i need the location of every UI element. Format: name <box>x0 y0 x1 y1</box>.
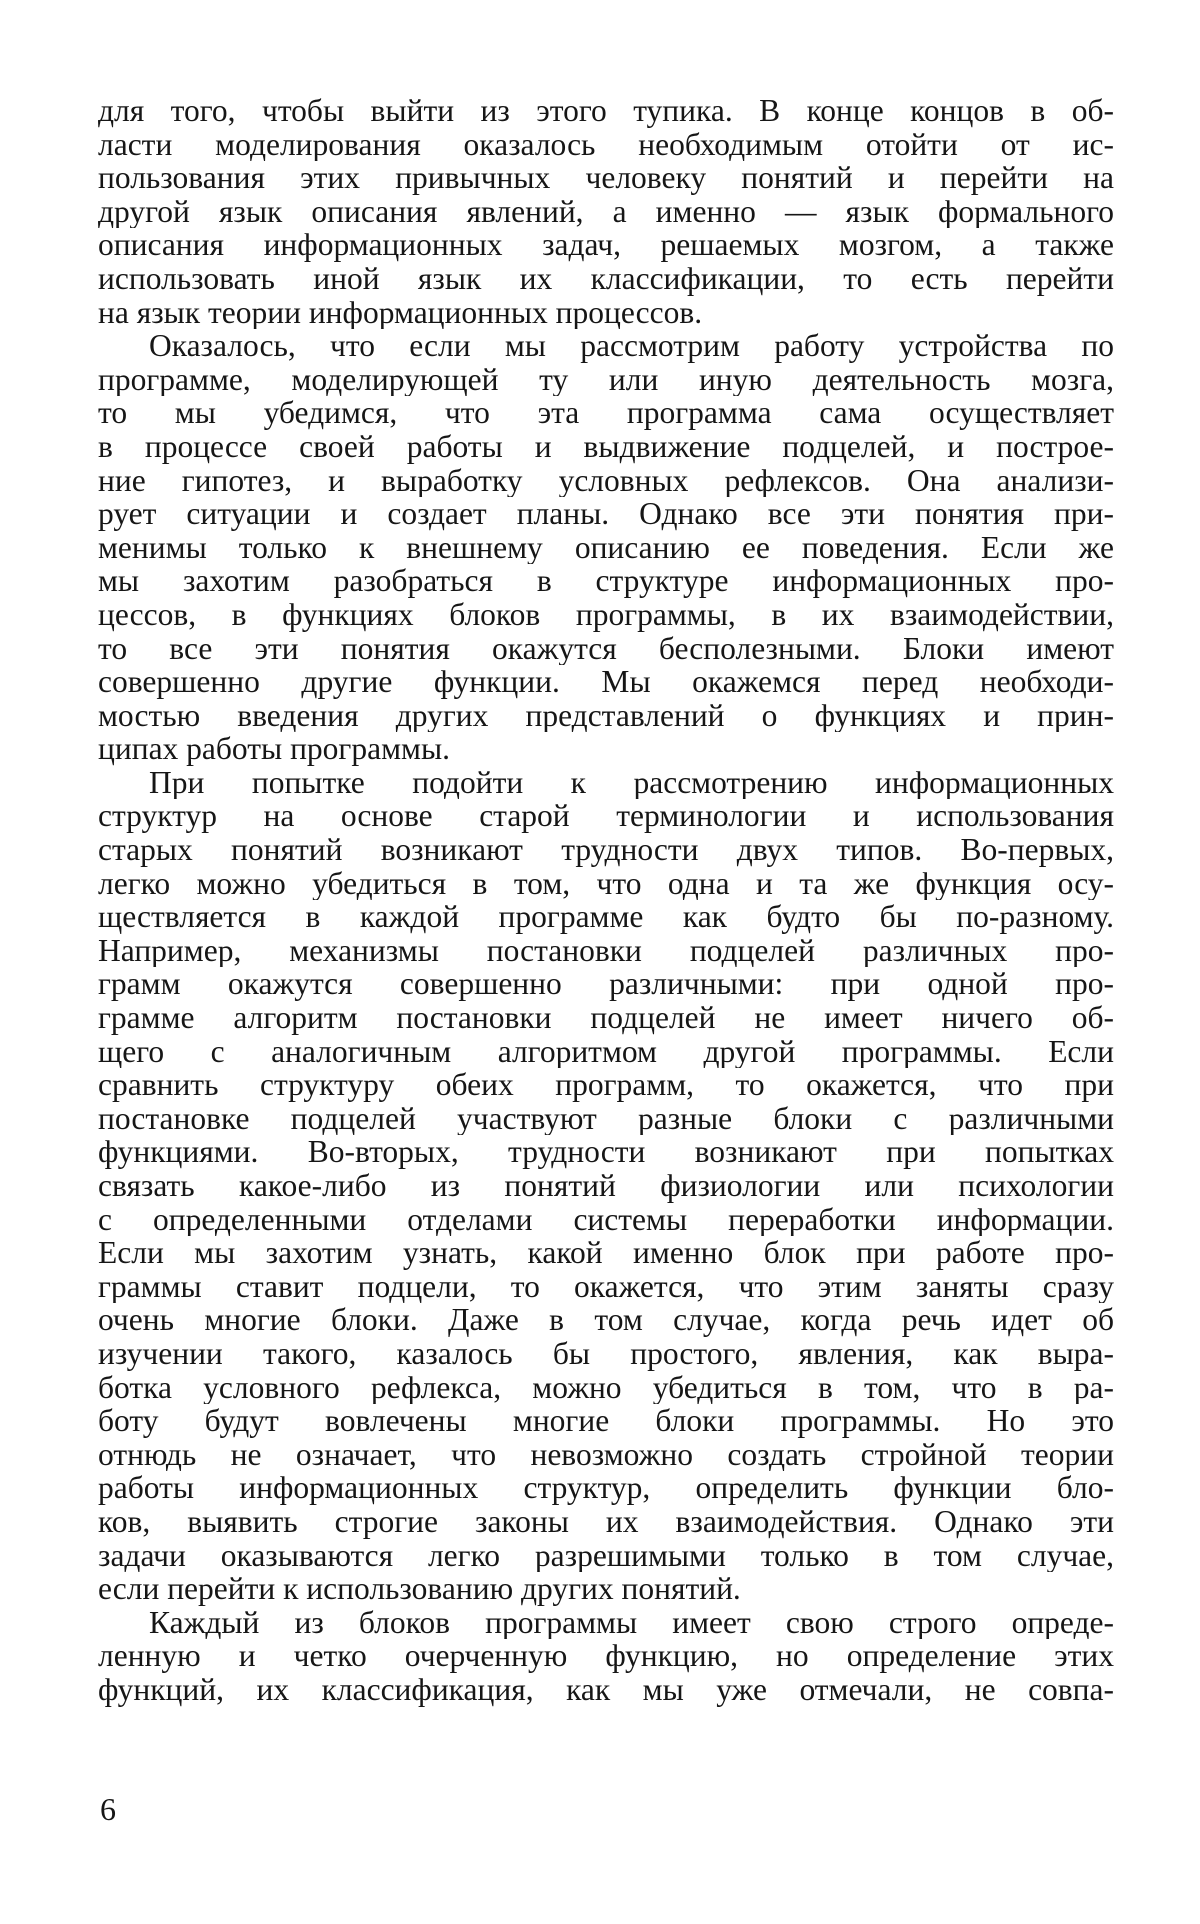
text-line: ществляется в каждой программе как будто бы по-разному. <box>98 900 1114 934</box>
text-line: Оказалось, что если мы рассмотрим работу устройства по <box>149 329 1114 363</box>
text-line: грамм окажутся совершенно различными: при одной про- <box>98 967 1114 1002</box>
text-line: Например, механизмы постановки подцелей различных про- <box>98 933 1114 968</box>
text-line: ципах работы программы. <box>98 732 450 766</box>
text-line: совершенно другие функции. Мы окажемся перед необходи- <box>98 665 1114 699</box>
text-line: мостью введения других представлений о функциях и прин- <box>98 698 1114 733</box>
text-line: задачи оказываются легко разрешимыми только в том случае, <box>98 1538 1114 1573</box>
text-line: сравнить структуру обеих программ, то окажется, что при <box>98 1068 1114 1102</box>
page-number: 6 <box>100 1791 116 1827</box>
text-line: ленную и четко очерченную функцию, но определение этих <box>98 1639 1114 1673</box>
text-line: то все эти понятия окажутся бесполезными. Блоки имеют <box>98 631 1114 666</box>
text-line: легко можно убедиться в том, что одна и та же функция осу- <box>98 866 1114 901</box>
text-line: очень многие блоки. Даже в том случае, когда речь идет об <box>98 1303 1114 1337</box>
paragraph <box>98 329 1114 766</box>
text-line: описания информационных задач, решаемых мозгом, а также <box>98 228 1114 262</box>
text-line: постановке подцелей участвуют разные блоки с различными <box>98 1101 1114 1136</box>
text-line: если перейти к использованию других понятий. <box>98 1572 741 1606</box>
text-line: мы захотим разобраться в структуре информационных про- <box>98 564 1114 598</box>
text-line: в процессе своей работы и выдвижение подцелей, и построе- <box>98 429 1114 464</box>
text-line: ласти моделирования оказалось необходимым отойти от ис- <box>98 127 1114 162</box>
text-line: ков, выявить строгие законы их взаимодействия. Однако эти <box>98 1504 1114 1539</box>
text-line: работы информационных структур, определить функции бло- <box>98 1471 1114 1505</box>
text-line: При попытке подойти к рассмотрению информационных <box>149 765 1114 800</box>
text-line: ботка условного рефлекса, можно убедиться в том, что в ра- <box>98 1370 1114 1405</box>
text-line: менимы только к внешнему описанию ее поведения. Если же <box>98 530 1114 565</box>
text-line: отнюдь не означает, что невозможно создать стройной теории <box>98 1437 1114 1472</box>
paragraph <box>98 94 1114 329</box>
text-line: рует ситуации и создает планы. Однако все эти понятия при- <box>98 497 1114 531</box>
text-line: для того, чтобы выйти из этого тупика. В конце концов в об- <box>98 94 1114 128</box>
text-line: Каждый из блоков программы имеет свою строго опреде- <box>149 1605 1114 1640</box>
text-line: пользования этих привычных человеку понятий и перейти на <box>98 161 1114 195</box>
text-line: граммы ставит подцели, то окажется, что этим заняты сразу <box>98 1269 1114 1304</box>
paragraph <box>98 1606 1114 1707</box>
text-line: Если мы захотим узнать, какой именно блок при работе про- <box>98 1236 1114 1270</box>
text-line: на язык теории информационных процессов. <box>98 295 703 330</box>
text-line: другой язык описания явлений, а именно — язык формального <box>98 194 1114 229</box>
book-page <box>98 94 1114 1707</box>
text-line: программе, моделирующей ту или иную деятельность мозга, <box>98 362 1114 397</box>
text-line: связать какое-либо из понятий физиологии или психологии <box>98 1169 1114 1203</box>
text-line: ние гипотез, и выработку условных рефлексов. Она анализи- <box>98 463 1114 498</box>
text-line: цессов, в функциях блоков программы, в их взаимодействии, <box>98 597 1114 632</box>
text-line: старых понятий возникают трудности двух типов. Во-первых, <box>98 833 1114 867</box>
text-line: боту будут вовлечены многие блоки программы. Но это <box>98 1404 1114 1438</box>
text-line: использовать иной язык их классификации, то есть перейти <box>98 261 1114 296</box>
text-line: структур на основе старой терминологии и использования <box>98 799 1114 834</box>
paragraph <box>98 766 1114 1606</box>
text-line: изучении такого, казалось бы простого, явления, как выра- <box>98 1336 1114 1371</box>
text-line: грамме алгоритм постановки подцелей не имеет ничего об- <box>98 1001 1114 1035</box>
text-line: функциями. Во-вторых, трудности возникают при попытках <box>98 1135 1114 1169</box>
text-line: то мы убедимся, что эта программа сама осуществляет <box>98 396 1114 430</box>
body-text <box>98 94 1114 1707</box>
text-line: функций, их классификация, как мы уже отмечали, не совпа- <box>98 1672 1114 1707</box>
text-line: щего с аналогичным алгоритмом другой программы. Если <box>98 1034 1114 1069</box>
text-line: с определенными отделами системы переработки информации. <box>98 1202 1114 1237</box>
